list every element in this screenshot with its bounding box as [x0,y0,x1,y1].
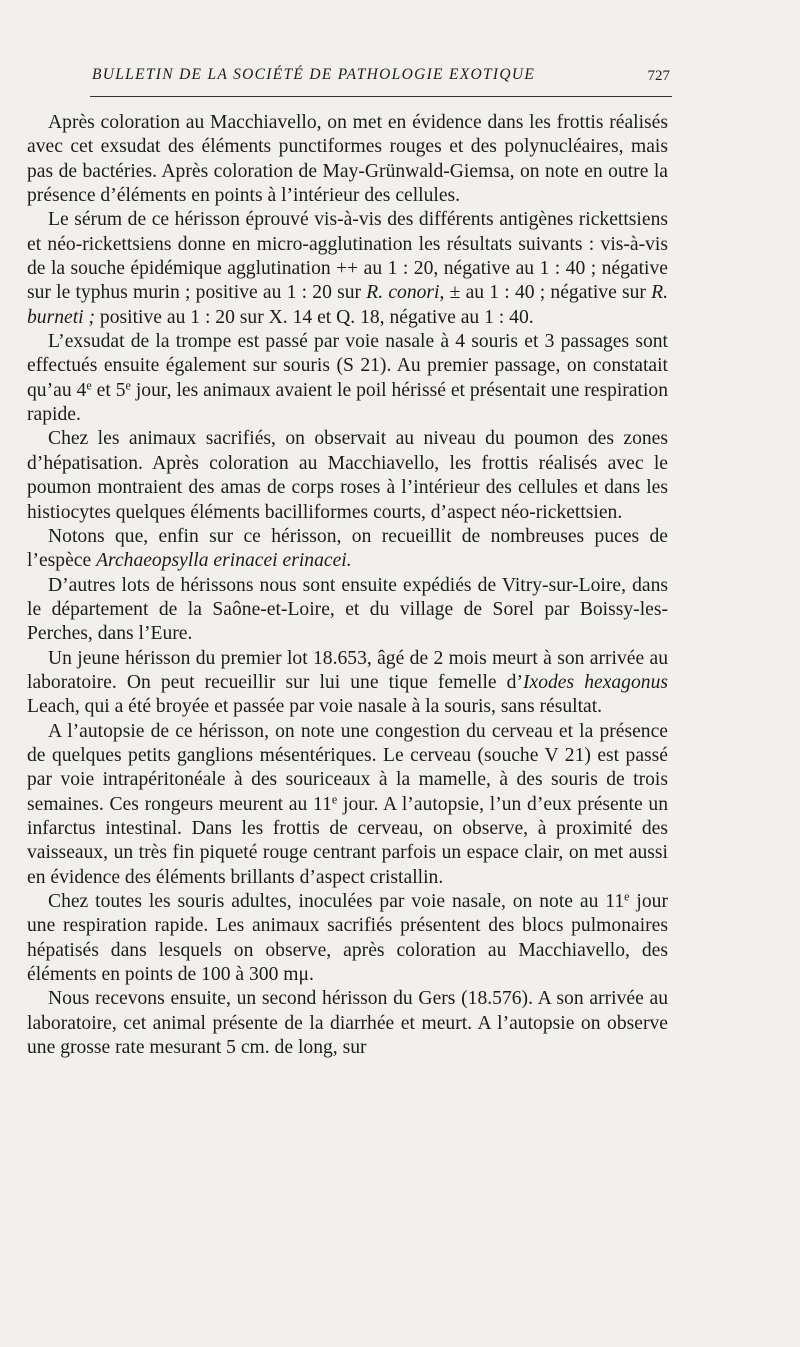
paragraph-5 [27,525,668,574]
paragraph-1: Après coloration au Macchiavello, on met en évidence dans les frottis réalisés avec cet exsudat des éléments punctiformes rouges et des polynucléaires, mais pas de bactéries. Après coloration de May-Grünwald-Giemsa, on note en outre la présence d’éléments en points à l’intérieur des cellules. [27,112,668,207]
species-name: Ixodes hexagonus [522,671,668,693]
text-run: Un jeune hérisson du premier lot 18.653, âgé de 2 mois meurt à son arrivée au laboratoire. On peut recueillir sur lui une tique femelle d’ [27,647,668,693]
paragraph-2 [27,208,668,330]
text-run: A l’autopsie de ce hérisson, on note une congestion du cerveau et la présence de quelques petits ganglions mésentériques. Le cerveau (souche V 21) est passé par voie intrapéritonéale à des souriceaux à la mamelle, à des souris de trois semaines. Ces rongeurs meurent au 11 [27,720,668,815]
paragraph-3 [27,330,668,427]
species-name: R. conori [366,282,440,304]
text-run: jour. A l’autopsie, l’un d’eux présente un infarctus intestinal. Dans les frottis de cerveau, on observe, à proximité des vaisseaux, un très fin piqueté rouge centrant parfois un espace clair, on met aussi en évidence des éléments brillants d’aspect cristallin. [27,793,669,888]
ordinal-superscript: e [125,378,131,393]
text-run: jour, les animaux avaient le poil hérissé et présentait une respiration rapide. [27,379,669,426]
running-header [90,62,672,97]
page-number: 727 [647,68,670,84]
text-run: et 5 [91,379,126,401]
text-run: positive au 1 : 20 sur X. 14 et Q. 18, négative au 1 : 40. [95,306,534,328]
text-run: Leach, qui a été broyée et passée par voie nasale à la souris, sans résultat. [27,696,603,718]
paragraph-9 [27,890,668,987]
paragraph-6: D’autres lots de hérissons nous sont ensuite expédiés de Vitry-sur-Loire, dans le département de la Saône-et-Loire, et du village de Sorel par Boissy-les-Perches, dans l’Eure. [27,574,668,645]
species-name: Archaeopsylla erinacei erinacei. [96,550,352,572]
ordinal-superscript: e [86,378,92,393]
paragraph-4: Chez les animaux sacrifiés, on observait au niveau du poumon des zones d’hépatisation. Après coloration au Macchiavello, les frottis réalisés avec le poumon montraient des amas de corps roses à l’intérieur des cellules et dans les histiocytes quelques éléments bacilliformes courts, d’aspect néo-rickettsien. [27,428,668,523]
paragraph-8 [27,720,668,890]
text-run: jour une respiration rapide. Les animaux sacrifiés présentent des blocs pulmonaires hépatisés dans lesquels on observe, après coloration au Macchiavello, des éléments en points de 100 à 300 mμ. [27,891,668,986]
text-run: , ± au 1 : 40 ; négative sur [439,282,652,304]
ordinal-superscript: e [624,889,630,904]
paragraph-7 [27,647,668,720]
ordinal-superscript: e [331,791,338,806]
text-run: Le sérum de ce hérisson éprouvé vis-à-vis des différents antigènes rickettsiens et néo-rickettsiens donne en micro-agglutination les résultats suivants : vis-à-vis de la souche épidémique agglutination ++ au 1 : 20, négative au 1 : 40 ; négative sur le typhus murin ; positive au 1 : 20 sur [27,209,668,304]
text-run: L’exsudat de la trompe est passé par voie nasale à 4 souris et 3 passages sont effectués ensuite également sur souris (S 21). Au premier passage, on constatait qu’au 4 [27,331,668,401]
running-title: BULLETIN DE LA SOCIÉTÉ DE PATHOLOGIE EXOTIQUE [92,66,536,83]
paragraph-10: Nous recevons ensuite, un second hérisson du Gers (18.576). A son arrivée au laboratoire, cet animal présente de la diarrhée et meurt. A l’autopsie on observe une grosse rate mesurant 5 cm. de long, sur [27,988,668,1059]
text-run: Notons que, enfin sur ce hérisson, on recueillit de nombreuses puces de l’espèce [27,525,668,572]
species-name: R. burneti ; [27,282,669,328]
text-run: Chez toutes les souris adultes, inoculées par voie nasale, on note au 11 [48,891,625,912]
body-text [27,111,668,1060]
